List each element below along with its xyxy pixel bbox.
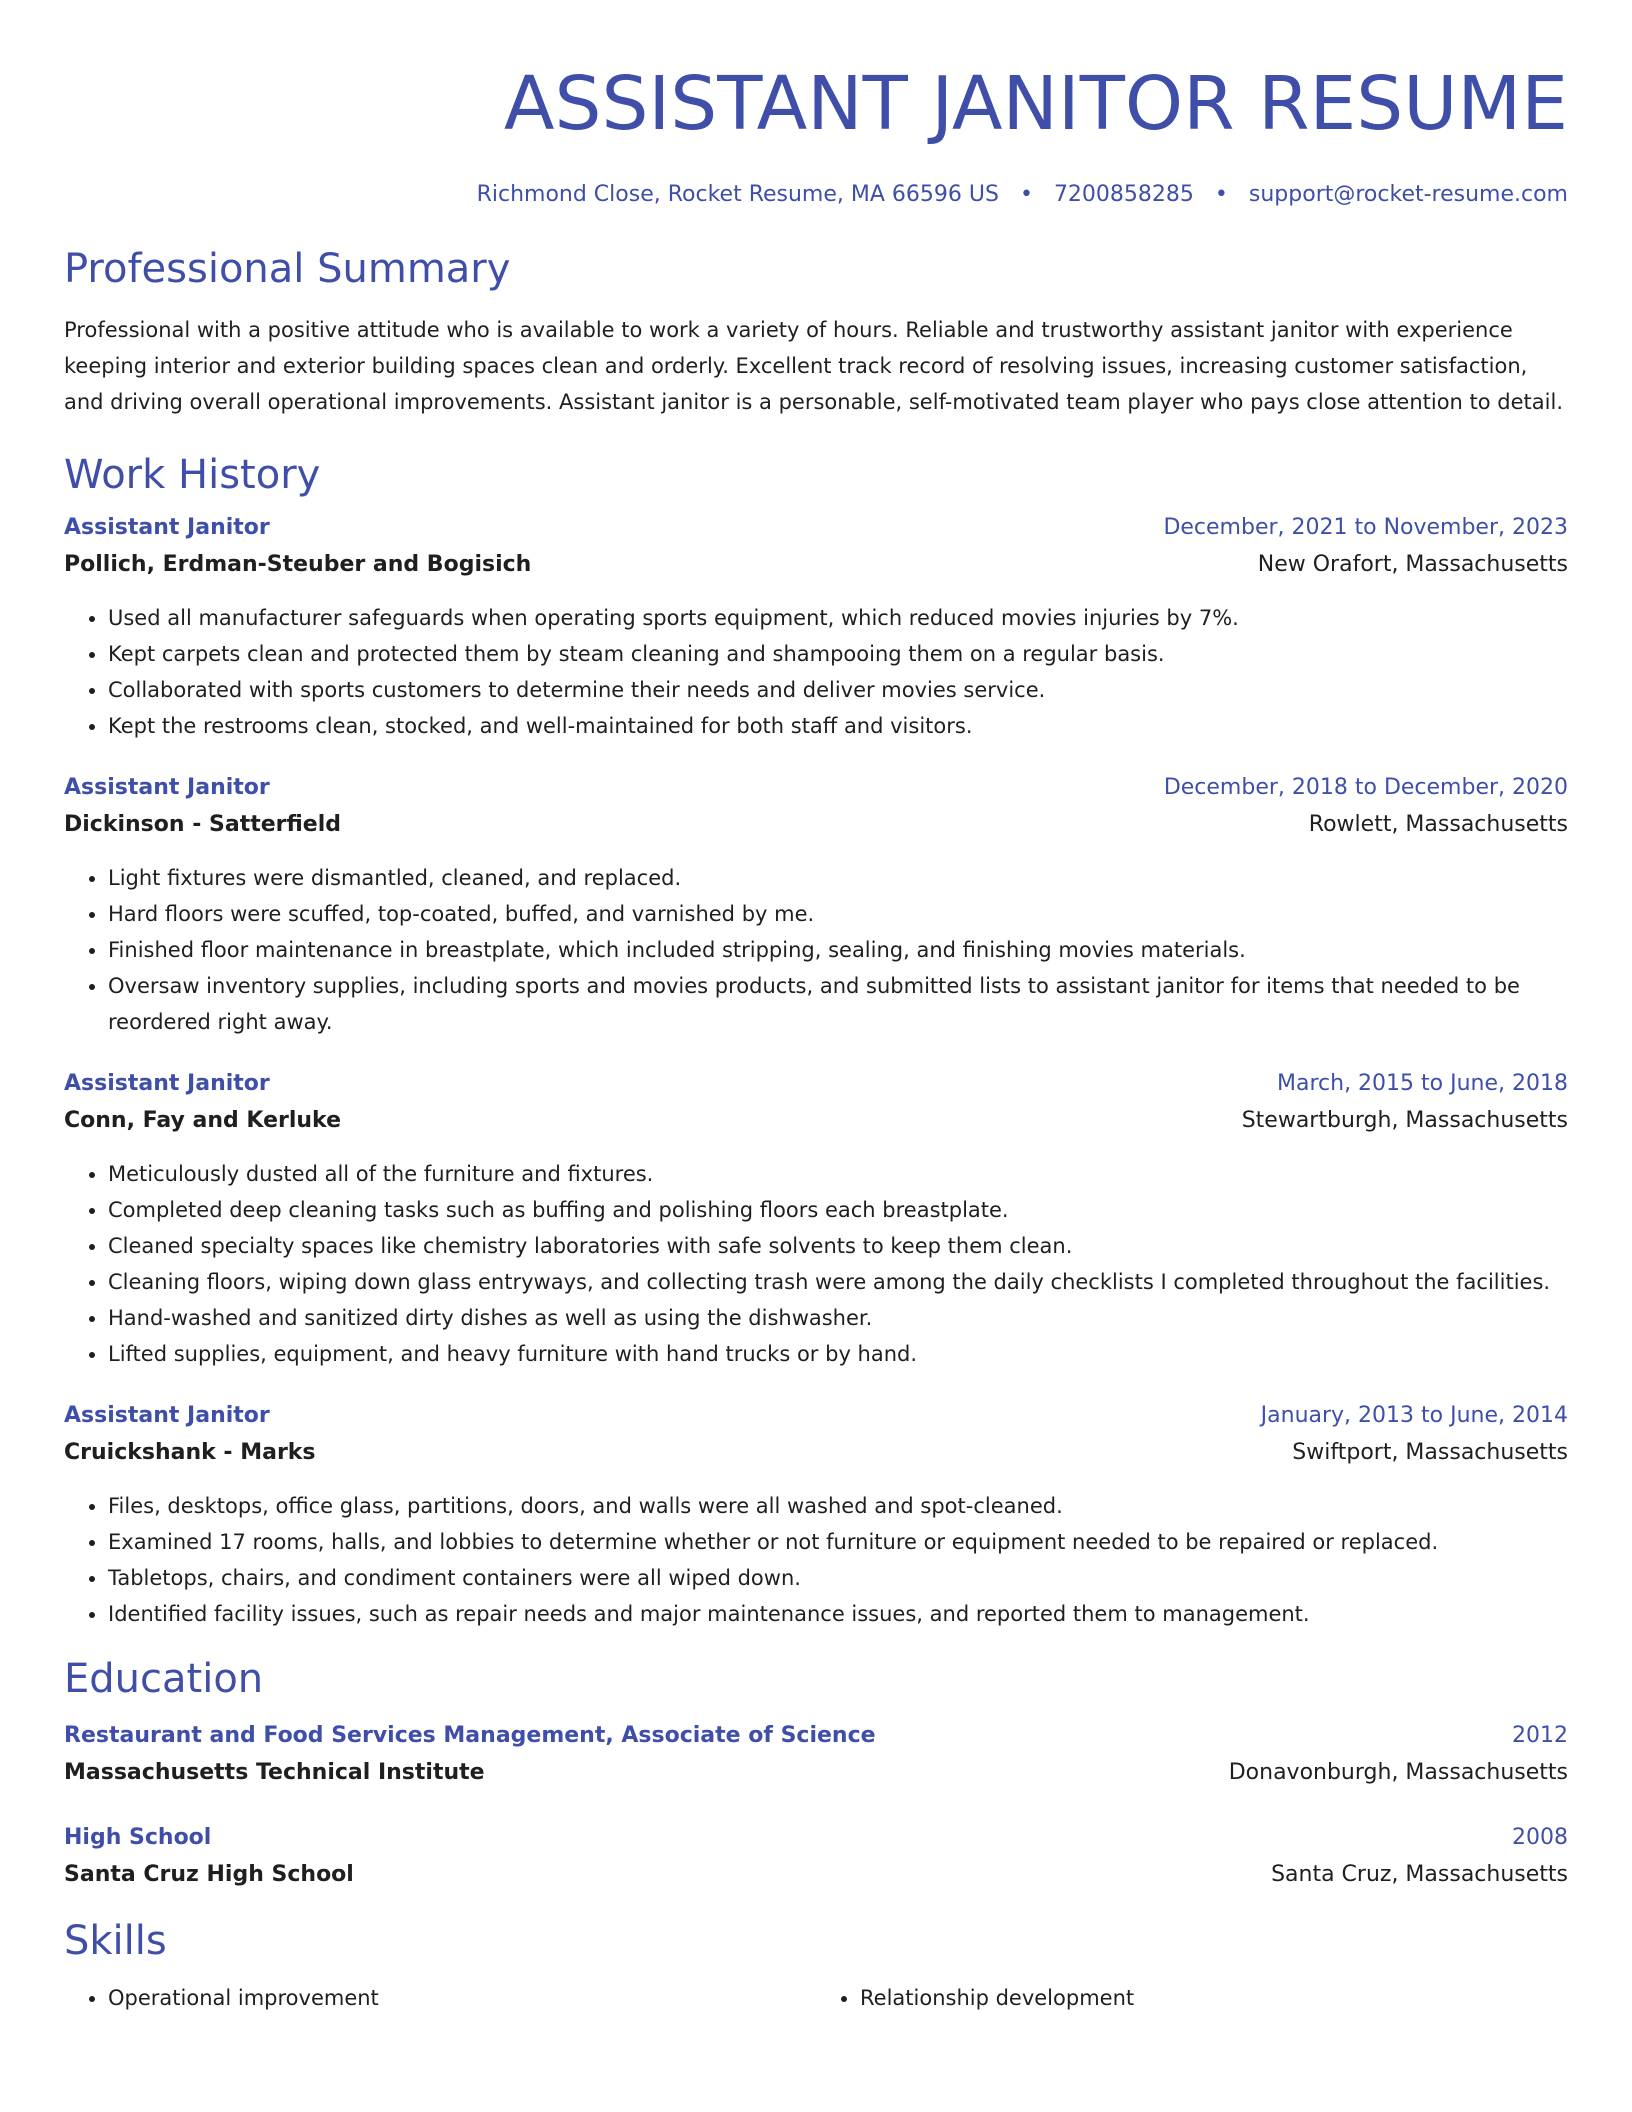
job-entry [64, 1066, 1568, 1372]
job-bullet: • Finished floor maintenance in breastplate, which included stripping, sealing, and finishing movies materials. [108, 932, 1568, 968]
job-bullet: • Completed deep cleaning tasks such as buffing and polishing floors each breastplate. [108, 1192, 1568, 1228]
job-bullet: • Cleaned specialty spaces like chemistry laboratories with safe solvents to keep them clean. [108, 1228, 1568, 1264]
job-bullet: • Tabletops, chairs, and condiment containers were all wiped down. [108, 1560, 1568, 1596]
job-location: New Orafort, Massachusetts [1257, 552, 1568, 577]
job-bullets [64, 860, 1568, 1040]
skills-list [64, 1980, 1568, 2016]
summary-heading: Professional Summary [64, 246, 511, 292]
education-degree-row [64, 1718, 1568, 1754]
job-bullets [64, 1156, 1568, 1372]
education-degree-row [64, 1820, 1568, 1856]
job-bullet: • Used all manufacturer safeguards when operating sports equipment, which reduced movies injuries by 7%. [108, 600, 1568, 636]
job-bullet: • Files, desktops, office glass, partitions, doors, and walls were all washed and spot-cleaned. [108, 1488, 1568, 1524]
job-title-row [64, 510, 1568, 546]
contact-address: Richmond Close, Rocket Resume, MA 66596 US [476, 182, 999, 207]
resume-title: ASSISTANT JANITOR RESUME [503, 61, 1568, 147]
job-company: Conn, Fay and Kerluke [64, 1108, 342, 1133]
job-company: Dickinson - Satterfield [64, 812, 342, 837]
job-title-row [64, 1066, 1568, 1102]
job-title: Assistant Janitor [64, 1071, 270, 1096]
contact-separator: • [1214, 182, 1228, 207]
job-entry [64, 1398, 1568, 1632]
contact-phone: 7200858285 [1053, 182, 1194, 207]
job-location: Stewartburgh, Massachusetts [1241, 1108, 1568, 1133]
job-company-row [64, 806, 1568, 844]
resume-page [64, 0, 1568, 2016]
job-company-row [64, 1102, 1568, 1140]
job-title: Assistant Janitor [64, 515, 270, 540]
job-location: Swiftport, Massachusetts [1292, 1440, 1568, 1465]
job-title: Assistant Janitor [64, 1403, 270, 1428]
education-location: Donavonburgh, Massachusetts [1228, 1760, 1568, 1785]
job-company-row [64, 546, 1568, 584]
job-entry [64, 770, 1568, 1040]
job-bullet: • Meticulously dusted all of the furniture and fixtures. [108, 1156, 1568, 1192]
job-bullets [64, 1488, 1568, 1632]
education-heading: Education [64, 1656, 264, 1702]
job-bullet: • Examined 17 rooms, halls, and lobbies to determine whether or not furniture or equipment needed to be repaired or replaced. [108, 1524, 1568, 1560]
job-company: Cruickshank - Marks [64, 1440, 316, 1465]
job-title: Assistant Janitor [64, 775, 270, 800]
summary-text: Professional with a positive attitude who is available to work a variety of hours. Reliable and trustworthy assistant janitor with experience keeping interior and exterior building spaces clean and orderly. Excellent track record of resolving issues, increasing customer satisfaction, and driving overall operational improvements. Assistant janitor is a personable, self-motivated team player who pays close attention to detail. [64, 318, 1563, 414]
education-school: Santa Cruz High School [64, 1862, 354, 1887]
work-history-heading: Work History [64, 452, 321, 498]
job-bullet: • Identified facility issues, such as repair needs and major maintenance issues, and reported them to management. [108, 1596, 1568, 1632]
job-dates: December, 2018 to December, 2020 [1163, 775, 1568, 800]
education-degree: Restaurant and Food Services Management, Associate of Science [64, 1723, 876, 1748]
education-entry [64, 1820, 1568, 1894]
job-bullet: • Collaborated with sports customers to determine their needs and deliver movies service. [108, 672, 1568, 708]
job-bullet: • Light fixtures were dismantled, cleaned, and replaced. [108, 860, 1568, 896]
job-entry [64, 510, 1568, 744]
job-dates: March, 2015 to June, 2018 [1277, 1071, 1568, 1096]
contact-line [64, 178, 1568, 212]
job-dates: December, 2021 to November, 2023 [1163, 515, 1568, 540]
education-year: 2012 [1512, 1723, 1568, 1748]
job-bullets [64, 600, 1568, 744]
job-bullet: • Kept carpets clean and protected them by steam cleaning and shampooing them on a regular basis. [108, 636, 1568, 672]
education-entry [64, 1718, 1568, 1792]
education-school-row [64, 1754, 1568, 1792]
skills-column-right [816, 1980, 1568, 2016]
education-year: 2008 [1512, 1825, 1568, 1850]
job-company-row [64, 1434, 1568, 1472]
job-dates: January, 2013 to June, 2014 [1260, 1403, 1568, 1428]
job-location: Rowlett, Massachusetts [1308, 812, 1568, 837]
job-company: Pollich, Erdman-Steuber and Bogisich [64, 552, 532, 577]
contact-separator: • [1019, 182, 1033, 207]
job-title-row [64, 1398, 1568, 1434]
education-school-row [64, 1856, 1568, 1894]
skill-item: • Relationship development [860, 1980, 1568, 2016]
skills-heading: Skills [64, 1918, 167, 1964]
skill-item: • Operational improvement [108, 1980, 816, 2016]
job-bullet: • Hard floors were scuffed, top-coated, buffed, and varnished by me. [108, 896, 1568, 932]
education-degree: High School [64, 1825, 212, 1850]
skills-column-left [64, 1980, 816, 2016]
job-title-row [64, 770, 1568, 806]
job-bullet: • Hand-washed and sanitized dirty dishes as well as using the dishwasher. [108, 1300, 1568, 1336]
education-location: Santa Cruz, Massachusetts [1271, 1862, 1568, 1887]
job-bullet: • Lifted supplies, equipment, and heavy furniture with hand trucks or by hand. [108, 1336, 1568, 1372]
job-bullet: • Cleaning floors, wiping down glass entryways, and collecting trash were among the daily checklists I completed throughout the facilities. [108, 1264, 1568, 1300]
job-bullet: • Oversaw inventory supplies, including sports and movies products, and submitted lists to assistant janitor for items that needed to be reordered right away. [108, 968, 1568, 1040]
job-bullet: • Kept the restrooms clean, stocked, and well-maintained for both staff and visitors. [108, 708, 1568, 744]
education-school: Massachusetts Technical Institute [64, 1760, 485, 1785]
contact-email[interactable]: support@rocket-resume.com [1248, 182, 1568, 207]
